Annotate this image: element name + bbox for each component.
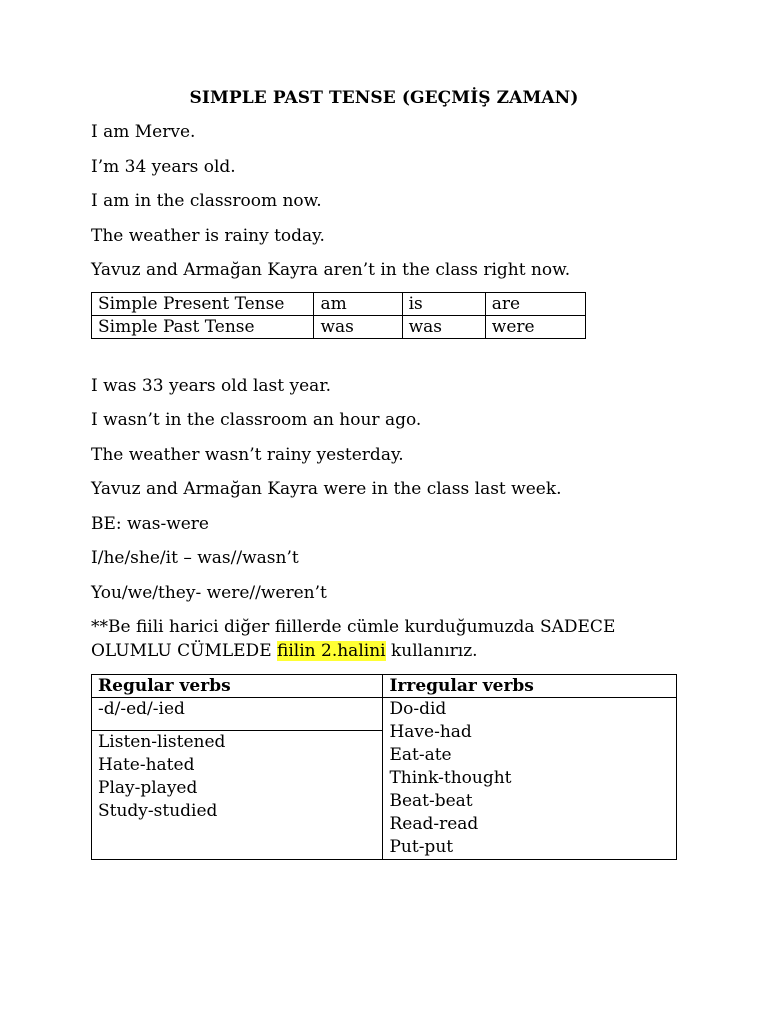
intro-line-5: Yavuz and Armağan Kayra aren’t in the class right now. [91,260,571,280]
list-item: Beat-beat [389,791,473,811]
list-item: Put-put [389,837,454,857]
intro-line-3: I am in the classroom now. [91,191,322,211]
irregular-verbs-cell [383,698,677,860]
list-item: Have-had [389,722,472,742]
past-line-7: You/we/they- were//weren’t [91,583,327,603]
regular-suffix-cell: -d/-ed/-ied [92,698,383,731]
table-cell: am [314,293,402,316]
table-cell: Simple Present Tense [92,293,314,316]
highlighted-text: fiilin 2.halini [277,641,386,661]
past-line-3: The weather wasn’t rainy yesterday. [91,445,404,465]
table-row [92,316,586,339]
table-header-row [92,675,677,698]
table-cell: is [402,293,485,316]
intro-line-1: I am Merve. [91,122,196,142]
past-line-6: I/he/she/it – was//wasn’t [91,548,299,568]
note-line-2 [91,641,478,661]
page-title: SIMPLE PAST TENSE (GEÇMİŞ ZAMAN) [189,88,579,108]
regular-verbs-cell [92,731,383,860]
be-verb-table [91,292,586,339]
list-item: Listen-listened [98,732,226,753]
table-cell: was [314,316,402,339]
table-cell: were [485,316,585,339]
list-item: Eat-ate [389,745,452,765]
list-item: Study-studied [98,801,218,822]
past-line-5: BE: was-were [91,514,209,534]
table-row [92,293,586,316]
list-item: Play-played [98,778,198,799]
note-text-before: OLUMLU CÜMLEDE [91,641,278,661]
note-text-after: kullanırız. [385,641,478,661]
past-line-1: I was 33 years old last year. [91,376,331,396]
note-line-1: **Be fiili harici diğer fiillerde cümle kurduğumuzda SADECE [91,617,616,637]
list-item: Do-did [389,699,447,719]
list-item: Hate-hated [98,755,195,776]
intro-line-4: The weather is rainy today. [91,226,325,246]
verbs-table [91,674,677,860]
table-cell: was [402,316,485,339]
table-row [92,698,677,731]
table-cell: are [485,293,585,316]
list-item: Read-read [389,814,479,834]
past-line-4: Yavuz and Armağan Kayra were in the class last week. [91,479,562,499]
column-header-irregular: Irregular verbs [383,675,677,698]
intro-line-2: I’m 34 years old. [91,157,236,177]
table-cell: Simple Past Tense [92,316,314,339]
list-item: Think-thought [389,768,512,788]
past-line-2: I wasn’t in the classroom an hour ago. [91,410,422,430]
column-header-regular: Regular verbs [92,675,383,698]
